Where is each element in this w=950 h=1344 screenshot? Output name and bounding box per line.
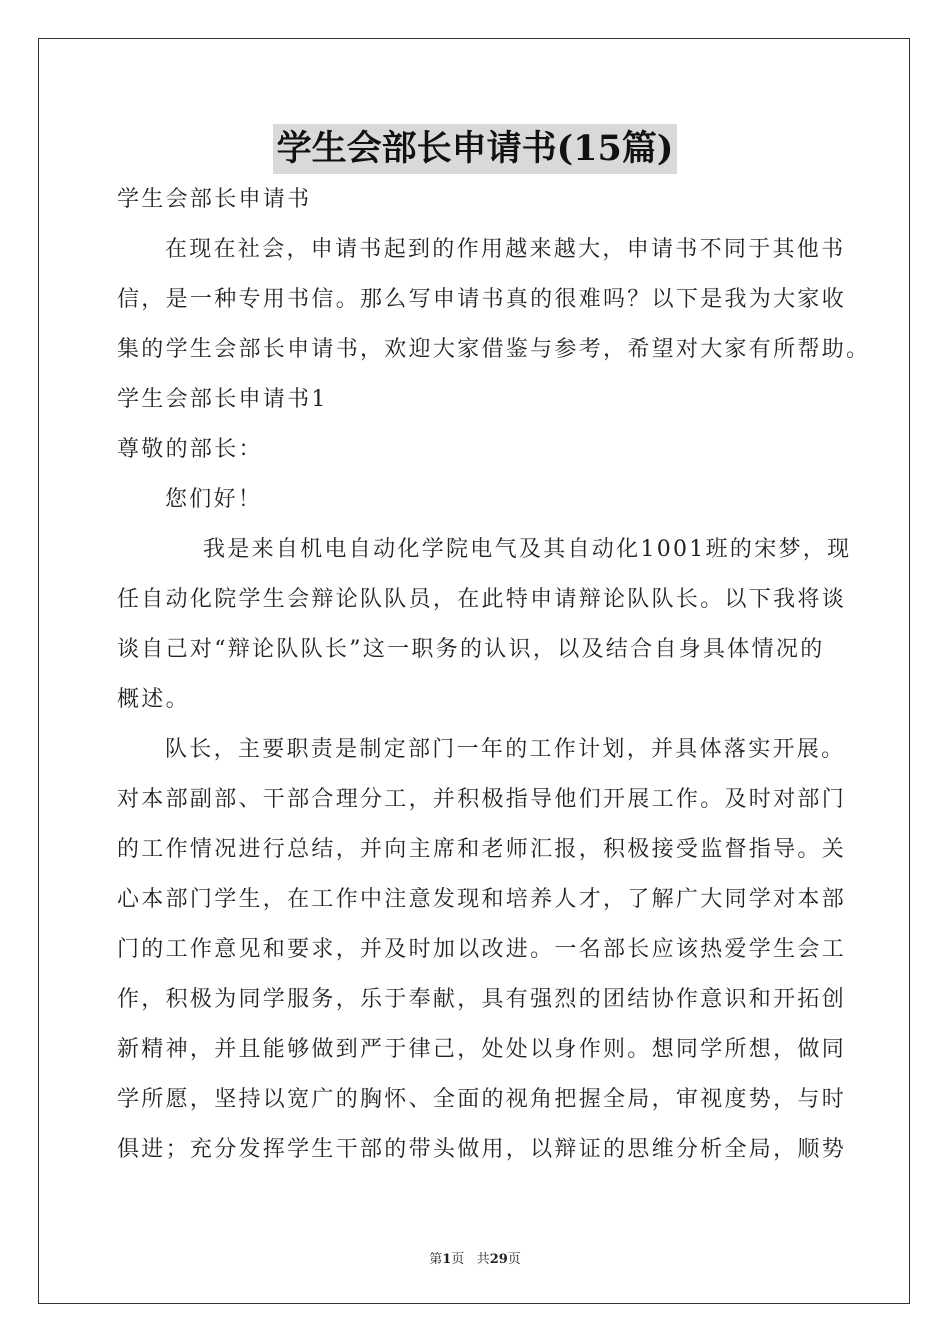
text-line: 集的学生会部长申请书，欢迎大家借鉴与参考，希望对大家有所帮助。	[117, 337, 871, 362]
text-line: 作，积极为同学服务，乐于奉献，具有强烈的团结协作意识和开拓创	[117, 987, 847, 1012]
text-line: 学生会部长申请书	[117, 187, 312, 212]
text-line: 任自动化院学生会辩论队队员，在此特申请辩论队队长。以下我将谈	[117, 587, 847, 612]
text-line: 俱进；充分发挥学生干部的带头做用，以辩证的思维分析全局，顺势	[117, 1137, 847, 1162]
text-line: 队长，主要职责是制定部门一年的工作计划，并具体落实开展。	[165, 737, 846, 762]
title-container	[0, 124, 950, 174]
page-prefix: 第	[429, 1252, 443, 1267]
text-line: 的工作情况进行总结，并向主席和老师汇报，积极接受监督指导。关	[117, 837, 847, 862]
page-total: 29	[489, 1252, 508, 1267]
text-line: 您们好！	[165, 487, 263, 512]
page-unit: 页	[451, 1252, 465, 1267]
document-body	[117, 175, 871, 1175]
total-unit: 页	[507, 1252, 521, 1267]
page-current: 1	[442, 1252, 452, 1267]
text-line: 在现在社会，申请书起到的作用越来越大，申请书不同于其他书	[165, 237, 846, 262]
text-line: 学生会部长申请书1	[117, 387, 328, 412]
total-prefix: 共	[476, 1252, 490, 1267]
text-line: 概述。	[117, 687, 190, 712]
text-line: 信，是一种专用书信。那么写申请书真的很难吗？以下是我为大家收	[117, 287, 847, 312]
document-title: 学生会部长申请书(15篇)	[273, 124, 678, 174]
page-footer	[0, 1248, 950, 1267]
text-line: 新精神，并且能够做到严于律己，处处以身作则。想同学所想，做同	[117, 1037, 847, 1062]
text-line: 我是来自机电自动化学院电气及其自动化1001班的宋梦，现	[203, 537, 852, 562]
text-line: 门的工作意见和要求，并及时加以改进。一名部长应该热爱学生会工	[117, 937, 847, 962]
text-line: 谈自己对“辩论队队长”这一职务的认识，以及结合自身具体情况的	[117, 637, 825, 662]
text-line: 学所愿，坚持以宽广的胸怀、全面的视角把握全局，审视度势，与时	[117, 1087, 847, 1112]
text-line: 心本部门学生，在工作中注意发现和培养人才，了解广大同学对本部	[117, 887, 847, 912]
text-line: 尊敬的部长：	[117, 437, 263, 462]
text-line: 对本部副部、干部合理分工，并积极指导他们开展工作。及时对部门	[117, 787, 847, 812]
